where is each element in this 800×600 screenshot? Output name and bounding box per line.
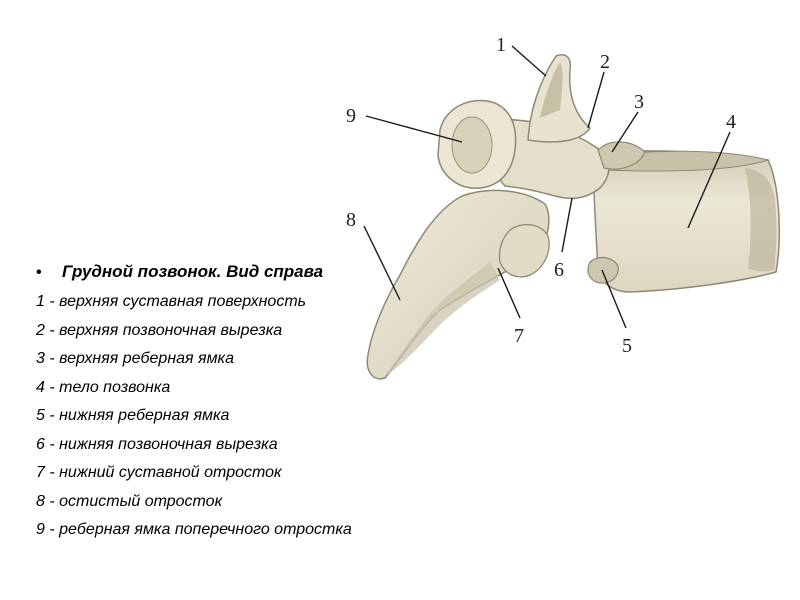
legend-item-7: 7 - нижний суставной отросток	[36, 464, 282, 481]
transverse-costal-facet	[452, 117, 492, 173]
callout-2: 2	[600, 51, 610, 73]
legend-item-5: 5 - нижняя реберная ямка	[36, 407, 230, 424]
callout-3: 3	[634, 91, 644, 113]
bullet-icon: •	[36, 264, 42, 281]
leader-line-2	[588, 72, 604, 128]
leader-line-6	[562, 198, 572, 252]
legend-title: Грудной позвонок. Вид справа	[62, 262, 324, 281]
legend-item-3: 3 - верхняя реберная ямка	[36, 350, 234, 367]
legend	[36, 262, 436, 548]
leader-line-1	[512, 46, 546, 76]
callout-1: 1	[496, 34, 506, 56]
legend-item-9: 9 - реберная ямка поперечного отростка	[36, 521, 352, 538]
legend-item-2: 2 - верхняя позвоночная вырезка	[36, 321, 283, 339]
callout-7: 7	[514, 325, 524, 347]
legend-list	[36, 291, 436, 548]
callout-5: 5	[622, 335, 632, 357]
callout-8: 8	[346, 209, 356, 231]
callout-4: 4	[726, 111, 736, 133]
legend-item-4: 4 - тело позвонка	[36, 378, 171, 396]
callout-9: 9	[346, 105, 356, 127]
callout-6: 6	[554, 259, 564, 281]
legend-item-6: 6 - нижняя позвоночная вырезка	[36, 435, 278, 453]
legend-item-8: 8 - остистый отросток	[36, 492, 223, 510]
legend-item-1: 1 - верхняя суставная поверхность	[36, 293, 307, 310]
inferior-costal-facet	[588, 257, 618, 283]
legend-title-row	[36, 262, 436, 289]
